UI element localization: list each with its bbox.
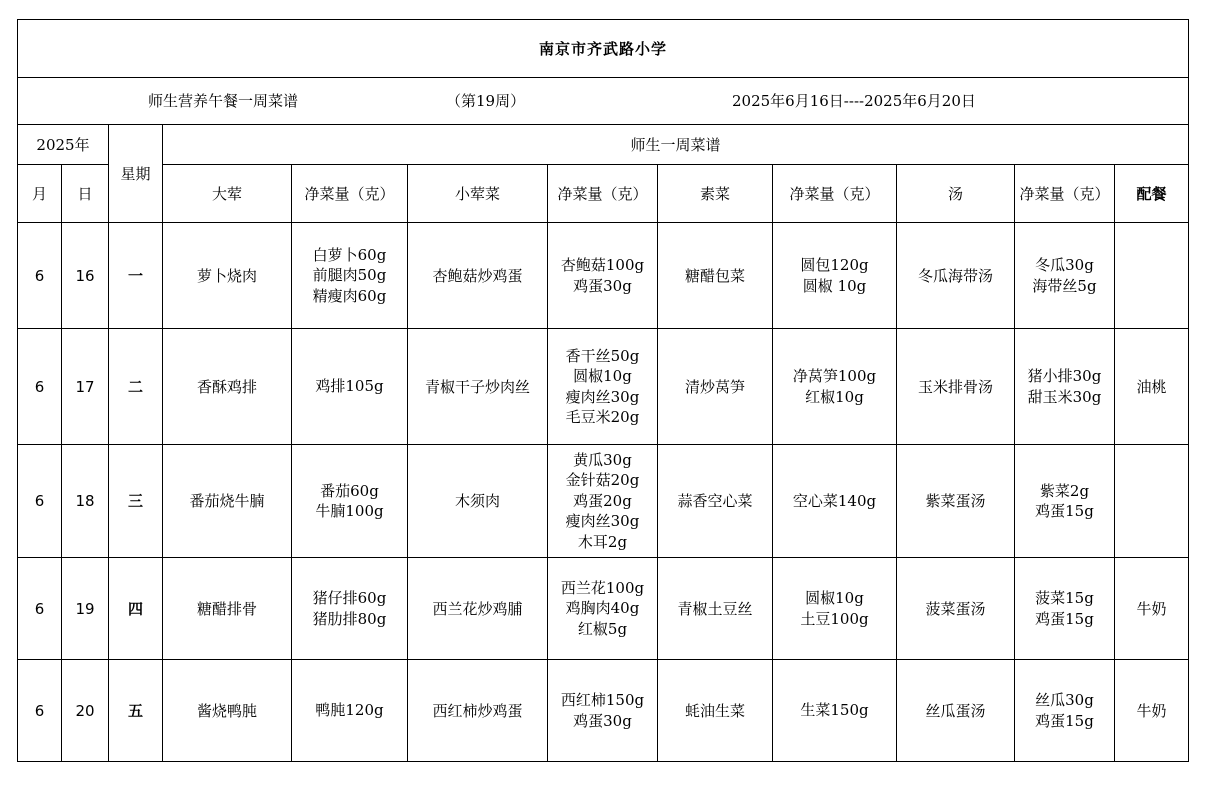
table-row — [18, 558, 1189, 660]
menu-rows — [18, 223, 1189, 762]
weekly-menu-table — [17, 19, 1189, 762]
quantity-line: 黄瓜30g — [573, 450, 632, 469]
month-cell: 6 — [18, 660, 62, 762]
weekday-cell: 一 — [109, 223, 163, 329]
soup-cell: 丝瓜蛋汤 — [897, 660, 1015, 762]
vegetable-header: 素菜 — [658, 165, 773, 223]
vegetable-cell: 青椒土豆丝 — [658, 558, 773, 660]
extra-header: 配餐 — [1115, 165, 1189, 223]
quantity-line: 圆椒 10g — [802, 276, 867, 295]
month-cell: 6 — [18, 558, 62, 660]
soup-header: 汤 — [897, 165, 1015, 223]
vegetable-cell: 蚝油生菜 — [658, 660, 773, 762]
soup-cell: 菠菜蛋汤 — [897, 558, 1015, 660]
quantity-line: 丝瓜30g — [1035, 691, 1094, 709]
extra-cell: 牛奶 — [1115, 660, 1189, 762]
side-dish-cell: 木须肉 — [408, 445, 548, 558]
quantity-line: 鸡蛋20g — [573, 491, 632, 510]
day-cell: 16 — [62, 223, 109, 329]
day-cell: 17 — [62, 329, 109, 445]
quantity-line: 精瘦肉60g — [312, 286, 387, 305]
year-header: 2025年 — [18, 125, 109, 165]
quantity-line: 猪仔排60g — [312, 589, 387, 607]
menu-subtitle — [18, 78, 1189, 125]
table-row — [18, 223, 1189, 329]
quantity-line: 鸡蛋15g — [1035, 711, 1094, 730]
quantity-line: 鸡蛋30g — [573, 276, 632, 295]
main-dish-qty-cell — [292, 558, 408, 660]
vegetable-qty-cell — [773, 223, 897, 329]
quantity-line: 菠菜15g — [1035, 589, 1094, 607]
month-header: 月 — [18, 165, 62, 223]
day-cell: 20 — [62, 660, 109, 762]
weekday-header: 星期 — [109, 125, 163, 223]
extra-cell: 油桃 — [1115, 329, 1189, 445]
quantity-line: 毛豆米20g — [565, 408, 640, 426]
quantity-line: 红椒5g — [577, 619, 628, 638]
side-dish-qty-cell — [548, 445, 658, 558]
quantity-line: 杏鲍菇100g — [560, 256, 645, 274]
side-dish-qty-cell — [548, 558, 658, 660]
month-cell: 6 — [18, 445, 62, 558]
main-dish-cell: 酱烧鸭肫 — [163, 660, 292, 762]
quantity-line: 圆椒10g — [573, 367, 632, 385]
quantity-line: 西红柿150g — [560, 691, 645, 709]
date-range: 2025年6月16日----2025年6月20日 — [732, 92, 976, 110]
quantity-line: 牛腩100g — [315, 502, 384, 520]
soup-cell: 冬瓜海带汤 — [897, 223, 1015, 329]
vegetable-qty-cell — [773, 660, 897, 762]
quantity-line: 白萝卜60g — [312, 245, 387, 264]
quantity-line: 木耳2g — [577, 532, 628, 551]
quantity-line: 空心菜140g — [792, 491, 877, 510]
soup-cell: 玉米排骨汤 — [897, 329, 1015, 445]
weekday-cell: 二 — [109, 329, 163, 445]
quantity-line: 鸡蛋15g — [1035, 609, 1094, 628]
main-dish-qty-cell — [292, 660, 408, 762]
vegetable-qty-cell — [773, 329, 897, 445]
quantity-line: 鸡蛋15g — [1035, 502, 1094, 520]
soup-qty-cell — [1015, 445, 1115, 558]
side-dish-qty-cell — [548, 329, 658, 445]
menu-header: 师生一周菜谱 — [163, 125, 1189, 165]
soup-qty-cell — [1015, 660, 1115, 762]
main-dish-cell: 香酥鸡排 — [163, 329, 292, 445]
soup-qty-cell — [1015, 329, 1115, 445]
school-name: 南京市齐武路小学 — [18, 20, 1189, 78]
soup-qty-header: 净菜量（克） — [1015, 165, 1115, 223]
main-dish-cell: 番茄烧牛腩 — [163, 445, 292, 558]
main-dish-qty-cell — [292, 223, 408, 329]
side-dish-header: 小荤菜 — [408, 165, 548, 223]
quantity-line: 瘦肉丝30g — [565, 387, 640, 406]
vegetable-cell: 清炒莴笋 — [658, 329, 773, 445]
week-number: （第19周） — [446, 92, 526, 110]
quantity-line: 金针菇20g — [565, 471, 640, 490]
table-row — [18, 445, 1189, 558]
quantity-line: 番茄60g — [320, 481, 379, 500]
quantity-line: 猪肋排80g — [312, 609, 387, 628]
month-cell: 6 — [18, 223, 62, 329]
quantity-line: 净莴笋100g — [792, 367, 877, 385]
side-dish-cell: 杏鲍菇炒鸡蛋 — [408, 223, 548, 329]
main-dish-qty-cell — [292, 445, 408, 558]
vegetable-cell: 蒜香空心菜 — [658, 445, 773, 558]
soup-qty-cell — [1015, 558, 1115, 660]
quantity-line: 瘦肉丝30g — [565, 512, 640, 531]
side-dish-qty-cell — [548, 660, 658, 762]
quantity-line: 圆椒10g — [805, 589, 864, 607]
quantity-line: 紫菜2g — [1039, 481, 1090, 500]
side-dish-qty-header: 净菜量（克） — [548, 165, 658, 223]
quantity-line: 海带丝5g — [1032, 276, 1097, 295]
weekday-cell: 三 — [109, 445, 163, 558]
weekday-cell: 四 — [109, 558, 163, 660]
quantity-line: 鸡胸肉40g — [565, 599, 640, 618]
extra-cell — [1115, 223, 1189, 329]
soup-cell: 紫菜蛋汤 — [897, 445, 1015, 558]
quantity-line: 生菜150g — [800, 701, 869, 720]
table-row — [18, 660, 1189, 762]
quantity-line: 西兰花100g — [560, 578, 645, 597]
side-dish-qty-cell — [548, 223, 658, 329]
day-cell: 19 — [62, 558, 109, 660]
quantity-line: 鸡蛋30g — [573, 711, 632, 730]
quantity-line: 红椒10g — [805, 387, 864, 406]
side-dish-cell: 西红柿炒鸡蛋 — [408, 660, 548, 762]
day-cell: 18 — [62, 445, 109, 558]
quantity-line: 前腿肉50g — [312, 266, 387, 285]
side-dish-cell: 青椒干子炒肉丝 — [408, 329, 548, 445]
table-row — [18, 329, 1189, 445]
main-dish-qty-cell — [292, 329, 408, 445]
quantity-line: 圆包120g — [800, 256, 869, 274]
vegetable-qty-cell — [773, 445, 897, 558]
quantity-line: 土豆100g — [800, 609, 869, 628]
soup-qty-cell — [1015, 223, 1115, 329]
month-cell: 6 — [18, 329, 62, 445]
main-dish-cell: 萝卜烧肉 — [163, 223, 292, 329]
extra-cell: 牛奶 — [1115, 558, 1189, 660]
side-dish-cell: 西兰花炒鸡脯 — [408, 558, 548, 660]
vegetable-cell: 糖醋包菜 — [658, 223, 773, 329]
menu-name: 师生营养午餐一周菜谱 — [148, 92, 299, 110]
quantity-line: 香干丝50g — [565, 346, 640, 365]
vegetable-qty-cell — [773, 558, 897, 660]
main-dish-header: 大荤 — [163, 165, 292, 223]
quantity-line: 冬瓜30g — [1035, 256, 1094, 274]
extra-cell — [1115, 445, 1189, 558]
main-dish-qty-header: 净菜量（克） — [292, 165, 408, 223]
weekday-cell: 五 — [109, 660, 163, 762]
quantity-line: 猪小排30g — [1027, 367, 1102, 385]
quantity-line: 鸡排105g — [315, 377, 384, 396]
main-dish-cell: 糖醋排骨 — [163, 558, 292, 660]
vegetable-qty-header: 净菜量（克） — [773, 165, 897, 223]
day-header: 日 — [62, 165, 109, 223]
quantity-line: 甜玉米30g — [1027, 387, 1102, 406]
quantity-line: 鸭肫120g — [315, 701, 384, 720]
